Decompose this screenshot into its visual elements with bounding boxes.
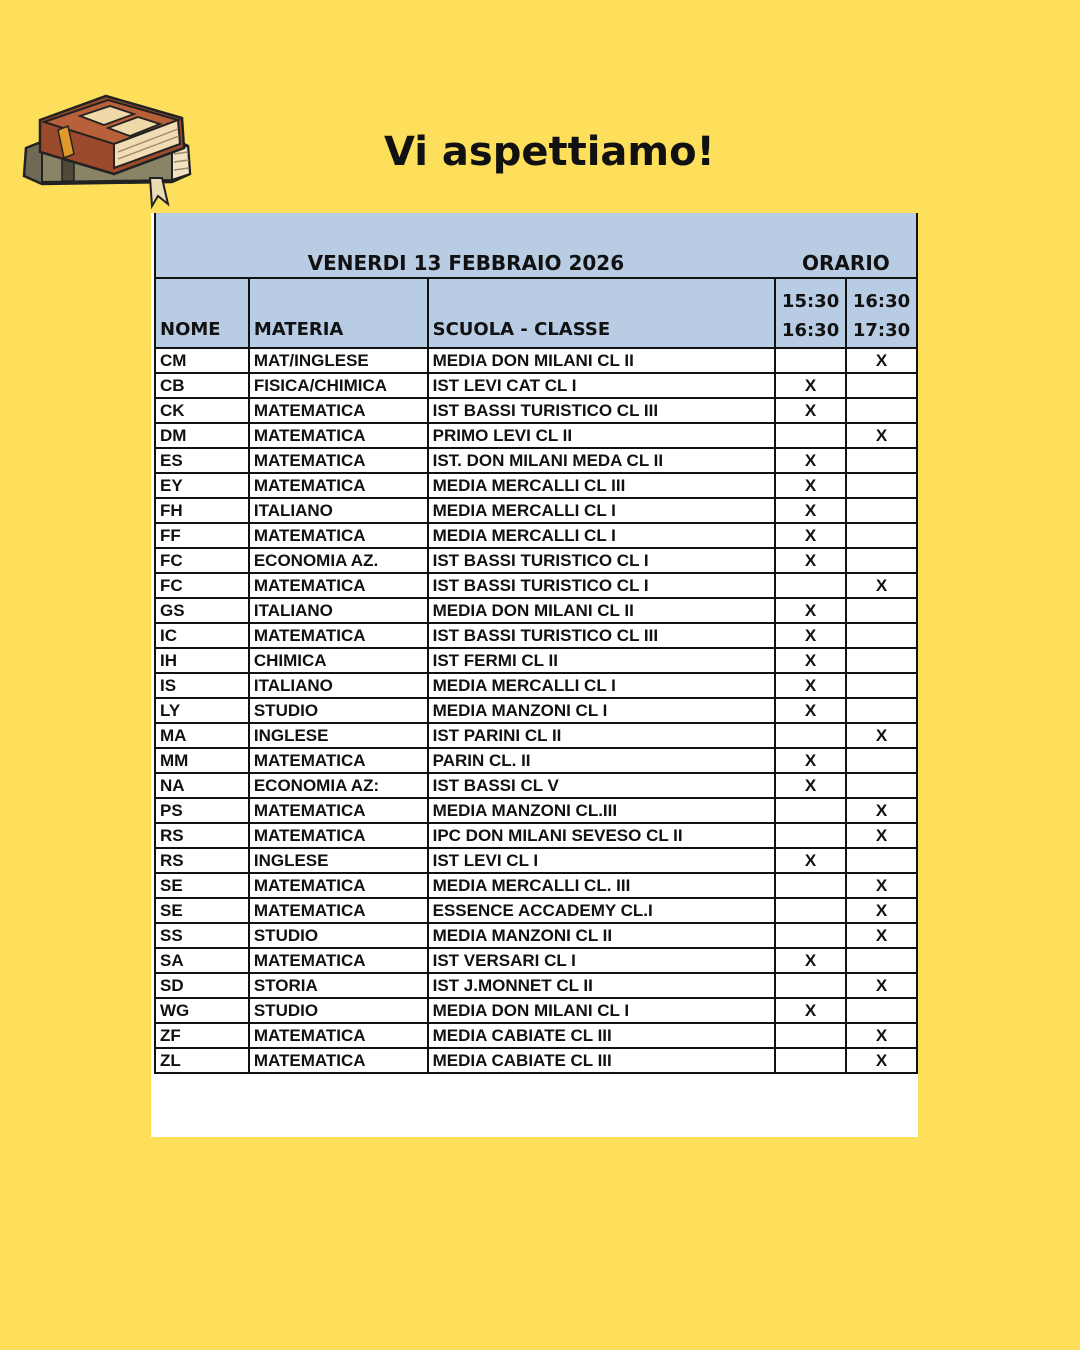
cell-slot2: X — [846, 348, 917, 373]
cell-name: CM — [155, 348, 249, 373]
cell-school: MEDIA MERCALLI CL I — [428, 523, 775, 548]
cell-name: MM — [155, 748, 249, 773]
cell-slot2: X — [846, 923, 917, 948]
table-row — [155, 1048, 917, 1073]
cell-name: IC — [155, 623, 249, 648]
cell-name: SE — [155, 898, 249, 923]
cell-name: RS — [155, 848, 249, 873]
cell-slot2: X — [846, 723, 917, 748]
cell-slot1 — [775, 348, 846, 373]
cell-name: IH — [155, 648, 249, 673]
page-title: Vi aspettiamo! — [384, 129, 715, 175]
cell-subject: MATEMATICA — [249, 823, 428, 848]
table-row — [155, 523, 917, 548]
cell-subject: ECONOMIA AZ: — [249, 773, 428, 798]
cell-slot2 — [846, 623, 917, 648]
cell-name: LY — [155, 698, 249, 723]
cell-school: MEDIA MERCALLI CL III — [428, 473, 775, 498]
cell-school: MEDIA MANZONI CL.III — [428, 798, 775, 823]
cell-slot2: X — [846, 1023, 917, 1048]
cell-slot1 — [775, 973, 846, 998]
cell-subject: ITALIANO — [249, 673, 428, 698]
cell-slot2: X — [846, 1048, 917, 1073]
cell-subject: MATEMATICA — [249, 748, 428, 773]
cell-slot2 — [846, 648, 917, 673]
table-row — [155, 648, 917, 673]
cell-subject: INGLESE — [249, 848, 428, 873]
cell-slot2 — [846, 748, 917, 773]
cell-name: GS — [155, 598, 249, 623]
cell-slot2 — [846, 373, 917, 398]
cell-slot1 — [775, 723, 846, 748]
cell-school: IST J.MONNET CL II — [428, 973, 775, 998]
cell-slot2 — [846, 698, 917, 723]
cell-subject: MATEMATICA — [249, 423, 428, 448]
cell-school: IST LEVI CAT CL I — [428, 373, 775, 398]
cell-slot1 — [775, 573, 846, 598]
cell-slot2: X — [846, 573, 917, 598]
cell-slot1: X — [775, 473, 846, 498]
table-row — [155, 698, 917, 723]
cell-subject: STUDIO — [249, 998, 428, 1023]
table-row — [155, 823, 917, 848]
cell-slot1: X — [775, 673, 846, 698]
cell-school: IST BASSI TURISTICO CL III — [428, 398, 775, 423]
cell-name: SA — [155, 948, 249, 973]
cell-slot1: X — [775, 623, 846, 648]
table-row — [155, 848, 917, 873]
table-row — [155, 373, 917, 398]
cell-school: IST BASSI CL V — [428, 773, 775, 798]
cell-slot1 — [775, 798, 846, 823]
cell-school: MEDIA DON MILANI CL II — [428, 348, 775, 373]
column-header-subject: MATERIA — [249, 313, 428, 348]
cell-slot2 — [846, 448, 917, 473]
cell-subject: ECONOMIA AZ. — [249, 548, 428, 573]
schedule-table — [154, 213, 918, 1074]
cell-school: MEDIA DON MILANI CL II — [428, 598, 775, 623]
cell-slot1: X — [775, 598, 846, 623]
cell-subject: STUDIO — [249, 923, 428, 948]
cell-school: IST. DON MILANI MEDA CL II — [428, 448, 775, 473]
table-row — [155, 898, 917, 923]
table-row — [155, 923, 917, 948]
cell-slot1: X — [775, 398, 846, 423]
cell-school: IST VERSARI CL I — [428, 948, 775, 973]
cell-subject: ITALIANO — [249, 498, 428, 523]
cell-subject: ITALIANO — [249, 598, 428, 623]
cell-name: ES — [155, 448, 249, 473]
cell-slot1 — [775, 873, 846, 898]
cell-subject: MATEMATICA — [249, 398, 428, 423]
table-row — [155, 1023, 917, 1048]
cell-school: PRIMO LEVI CL II — [428, 423, 775, 448]
cell-subject: MATEMATICA — [249, 623, 428, 648]
table-row — [155, 548, 917, 573]
cell-slot2 — [846, 848, 917, 873]
table-row — [155, 873, 917, 898]
cell-subject: MATEMATICA — [249, 1023, 428, 1048]
cell-slot1: X — [775, 548, 846, 573]
table-row — [155, 973, 917, 998]
cell-subject: MATEMATICA — [249, 898, 428, 923]
cell-slot1: X — [775, 523, 846, 548]
column-header-name: NOME — [155, 313, 249, 348]
cell-name: FC — [155, 573, 249, 598]
cell-slot2 — [846, 473, 917, 498]
table-row — [155, 798, 917, 823]
table-row — [155, 598, 917, 623]
cell-slot2: X — [846, 973, 917, 998]
cell-name: ZF — [155, 1023, 249, 1048]
schedule-sheet — [151, 213, 918, 1137]
table-row — [155, 448, 917, 473]
cell-slot2 — [846, 523, 917, 548]
cell-subject: FISICA/CHIMICA — [249, 373, 428, 398]
schedule-date: VENERDI 13 FEBBRAIO 2026 — [307, 251, 625, 275]
cell-slot1: X — [775, 998, 846, 1023]
cell-slot1: X — [775, 773, 846, 798]
table-row — [155, 398, 917, 423]
cell-slot1: X — [775, 748, 846, 773]
cell-slot1: X — [775, 448, 846, 473]
cell-name: ZL — [155, 1048, 249, 1073]
cell-school: IST BASSI TURISTICO CL I — [428, 548, 775, 573]
cell-school: MEDIA CABIATE CL III — [428, 1023, 775, 1048]
cell-slot2 — [846, 998, 917, 1023]
table-row — [155, 948, 917, 973]
cell-slot2: X — [846, 798, 917, 823]
cell-slot1 — [775, 923, 846, 948]
cell-slot2 — [846, 498, 917, 523]
hours-label: ORARIO — [802, 251, 890, 275]
cell-slot2 — [846, 398, 917, 423]
cell-name: RS — [155, 823, 249, 848]
cell-slot2 — [846, 773, 917, 798]
table-row — [155, 998, 917, 1023]
cell-name: SS — [155, 923, 249, 948]
cell-subject: MATEMATICA — [249, 473, 428, 498]
cell-school: MEDIA MERCALLI CL. III — [428, 873, 775, 898]
cell-slot1: X — [775, 648, 846, 673]
cell-slot1: X — [775, 698, 846, 723]
cell-school: MEDIA MERCALLI CL I — [428, 673, 775, 698]
cell-slot1: X — [775, 498, 846, 523]
slot1-start: 15:30 — [775, 278, 846, 313]
cell-name: MA — [155, 723, 249, 748]
cell-slot1 — [775, 1023, 846, 1048]
table-row — [155, 348, 917, 373]
cell-slot2 — [846, 673, 917, 698]
slot2-start: 16:30 — [846, 278, 917, 313]
cell-slot1: X — [775, 848, 846, 873]
table-row — [155, 673, 917, 698]
cell-school: IST PARINI CL II — [428, 723, 775, 748]
cell-slot1: X — [775, 373, 846, 398]
column-header-school: SCUOLA - CLASSE — [428, 313, 775, 348]
cell-name: DM — [155, 423, 249, 448]
cell-subject: CHIMICA — [249, 648, 428, 673]
cell-name: FH — [155, 498, 249, 523]
cell-slot2: X — [846, 423, 917, 448]
cell-subject: MAT/INGLESE — [249, 348, 428, 373]
table-row — [155, 498, 917, 523]
cell-slot1 — [775, 898, 846, 923]
cell-name: EY — [155, 473, 249, 498]
cell-slot2 — [846, 548, 917, 573]
cell-school: MEDIA MANZONI CL I — [428, 698, 775, 723]
table-row — [155, 423, 917, 448]
cell-school: IPC DON MILANI SEVESO CL II — [428, 823, 775, 848]
cell-school: IST BASSI TURISTICO CL III — [428, 623, 775, 648]
cell-subject: MATEMATICA — [249, 798, 428, 823]
cell-slot2 — [846, 598, 917, 623]
cell-subject: STUDIO — [249, 698, 428, 723]
cell-school: MEDIA MANZONI CL II — [428, 923, 775, 948]
cell-subject: MATEMATICA — [249, 448, 428, 473]
cell-school: ESSENCE ACCADEMY CL.I — [428, 898, 775, 923]
cell-name: SE — [155, 873, 249, 898]
cell-subject: MATEMATICA — [249, 948, 428, 973]
cell-school: MEDIA DON MILANI CL I — [428, 998, 775, 1023]
cell-name: FC — [155, 548, 249, 573]
cell-name: CK — [155, 398, 249, 423]
cell-name: SD — [155, 973, 249, 998]
cell-subject: MATEMATICA — [249, 573, 428, 598]
cell-school: IST LEVI CL I — [428, 848, 775, 873]
cell-subject: STORIA — [249, 973, 428, 998]
cell-subject: MATEMATICA — [249, 1048, 428, 1073]
cell-slot2: X — [846, 873, 917, 898]
cell-slot2: X — [846, 898, 917, 923]
cell-name: FF — [155, 523, 249, 548]
cell-school: MEDIA CABIATE CL III — [428, 1048, 775, 1073]
cell-slot1: X — [775, 948, 846, 973]
cell-name: CB — [155, 373, 249, 398]
table-row — [155, 723, 917, 748]
cell-school: PARIN CL. II — [428, 748, 775, 773]
table-row — [155, 623, 917, 648]
cell-slot2 — [846, 948, 917, 973]
slot1-end: 16:30 — [775, 313, 846, 348]
cell-slot1 — [775, 823, 846, 848]
slot2-end: 17:30 — [846, 313, 917, 348]
cell-name: PS — [155, 798, 249, 823]
cell-slot1 — [775, 1048, 846, 1073]
stacked-books-icon — [22, 92, 194, 216]
cell-school: IST FERMI CL II — [428, 648, 775, 673]
cell-name: NA — [155, 773, 249, 798]
table-row — [155, 748, 917, 773]
cell-school: MEDIA MERCALLI CL I — [428, 498, 775, 523]
cell-slot1 — [775, 423, 846, 448]
cell-name: WG — [155, 998, 249, 1023]
cell-subject: INGLESE — [249, 723, 428, 748]
table-row — [155, 773, 917, 798]
cell-school: IST BASSI TURISTICO CL I — [428, 573, 775, 598]
cell-subject: MATEMATICA — [249, 873, 428, 898]
table-row — [155, 573, 917, 598]
cell-slot2: X — [846, 823, 917, 848]
cell-subject: MATEMATICA — [249, 523, 428, 548]
cell-name: IS — [155, 673, 249, 698]
table-row — [155, 473, 917, 498]
